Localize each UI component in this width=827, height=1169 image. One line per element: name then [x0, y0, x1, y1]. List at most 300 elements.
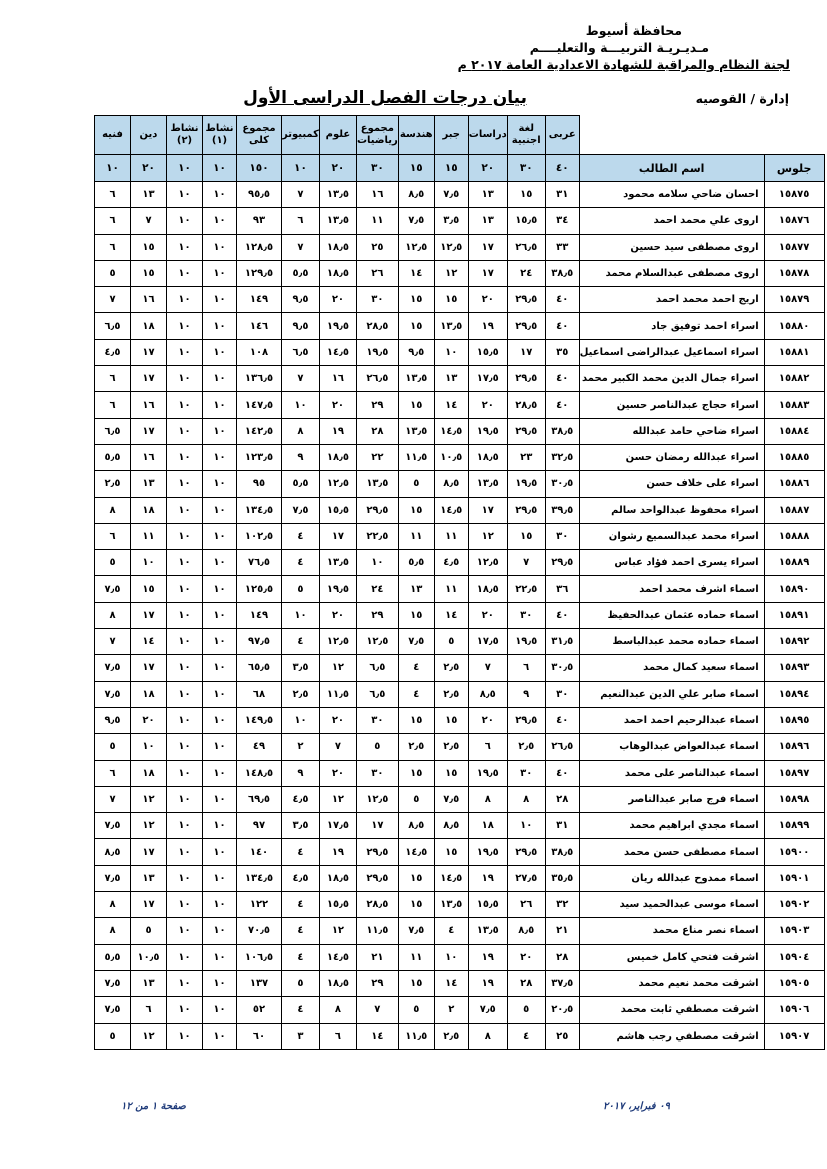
mark-cell: ١٠ — [203, 892, 237, 918]
mark-cell: ١٠ — [131, 550, 167, 576]
governorate-title: محافظة أسيوط — [585, 23, 682, 38]
mark-cell: ٢١ — [356, 944, 398, 970]
mark-cell: ٢ — [282, 734, 320, 760]
mark-cell: ٣٠ — [356, 287, 398, 313]
mark-cell: ٢٧٫٥ — [507, 865, 545, 891]
col-social-studies: دراسات — [468, 116, 507, 155]
mark-cell: ١٤٩ — [237, 287, 282, 313]
mark-cell: ١٩٫٥ — [507, 471, 545, 497]
mark-cell: ٤٠ — [545, 287, 579, 313]
col-math-total: مجموع رياضيات — [356, 116, 398, 155]
mark-cell: ١٧ — [131, 418, 167, 444]
seat-number: ١٥٨٨١ — [764, 339, 824, 365]
max-mark: ١٥ — [398, 155, 434, 182]
table-row — [95, 786, 825, 812]
mark-cell: ٦٥٫٥ — [237, 655, 282, 681]
mark-cell: ١٠ — [203, 655, 237, 681]
mark-cell: ١٥٫٥ — [468, 892, 507, 918]
mark-cell: ١٩٫٥ — [507, 629, 545, 655]
seat-number: ١٥٨٩٨ — [764, 786, 824, 812]
mark-cell: ٦ — [95, 366, 131, 392]
mark-cell: ٢٨٫٥ — [507, 392, 545, 418]
mark-cell: ١٠ — [167, 366, 203, 392]
mark-cell: ١٨ — [131, 497, 167, 523]
mark-cell: ٦٫٥ — [356, 681, 398, 707]
mark-cell: ٣٤ — [545, 208, 579, 234]
col-algebra: جبر — [434, 116, 468, 155]
mark-cell: ١٤٩ — [237, 602, 282, 628]
mark-cell: ١٨٫٥ — [319, 970, 356, 996]
mark-cell: ١٠ — [203, 918, 237, 944]
table-row — [95, 392, 825, 418]
mark-cell: ٢٠ — [319, 602, 356, 628]
mark-cell: ٥ — [131, 918, 167, 944]
mark-cell: ١٥ — [398, 707, 434, 733]
mark-cell: ١١ — [434, 576, 468, 602]
mark-cell: ٢٩٫٥ — [356, 865, 398, 891]
mark-cell: ١٢٣٫٥ — [237, 444, 282, 470]
mark-cell: ٢٨ — [507, 970, 545, 996]
mark-cell: ١٠ — [203, 471, 237, 497]
mark-cell: ١٠ — [282, 602, 320, 628]
table-row — [95, 523, 825, 549]
col-religion: دين — [131, 116, 167, 155]
mark-cell: ١٠ — [167, 313, 203, 339]
mark-cell: ٤٫٥ — [282, 786, 320, 812]
mark-cell: ١٤٫٥ — [319, 944, 356, 970]
mark-cell: ٧ — [282, 366, 320, 392]
mark-cell: ١٥٫٥ — [319, 892, 356, 918]
seat-number: ١٥٨٨٩ — [764, 550, 824, 576]
mark-cell: ١٣٫٥ — [356, 471, 398, 497]
mark-cell: ٩٣ — [237, 208, 282, 234]
mark-cell: ١٠ — [203, 576, 237, 602]
table-row — [95, 813, 825, 839]
mark-cell: ١٥ — [398, 865, 434, 891]
seat-number: ١٥٨٨٣ — [764, 392, 824, 418]
mark-cell: ٨٫٥ — [507, 918, 545, 944]
grades-body — [95, 182, 825, 1050]
mark-cell: ٢٨ — [356, 418, 398, 444]
mark-cell: ١٨ — [131, 760, 167, 786]
seat-number: ١٥٨٨٤ — [764, 418, 824, 444]
student-name: اسماء موسى عبدالحميد سيد — [579, 892, 764, 918]
mark-cell: ١٥ — [398, 892, 434, 918]
mark-cell: ٦٩٫٥ — [237, 786, 282, 812]
mark-cell: ١٠ — [203, 865, 237, 891]
mark-cell: ٢٠ — [468, 392, 507, 418]
mark-cell: ١٢٫٥ — [398, 234, 434, 260]
student-name: اسماء مجدي ابراهيم محمد — [579, 813, 764, 839]
mark-cell: ١٧ — [131, 339, 167, 365]
student-name: اسراء عبدالله رمضان حسن — [579, 444, 764, 470]
mark-cell: ٢٩ — [356, 392, 398, 418]
mark-cell: ١٩ — [468, 313, 507, 339]
student-name: اسماء حماده عثمان عبدالحفيظ — [579, 602, 764, 628]
mark-cell: ١٠ — [167, 839, 203, 865]
mark-cell: ١٠٢٫٥ — [237, 523, 282, 549]
mark-cell: ٤ — [282, 892, 320, 918]
mark-cell: ٧٫٥ — [95, 576, 131, 602]
mark-cell: ٥ — [398, 471, 434, 497]
mark-cell: ١٤ — [434, 970, 468, 996]
seat-number: ١٥٨٨٨ — [764, 523, 824, 549]
max-mark: ١٥ — [434, 155, 468, 182]
mark-cell: ١٠ — [167, 1023, 203, 1049]
mark-cell: ١٨ — [468, 813, 507, 839]
mark-cell: ٦ — [95, 182, 131, 208]
mark-cell: ٥٫٥ — [95, 444, 131, 470]
table-row — [95, 707, 825, 733]
student-name: اسماء عبدالرحيم احمد احمد — [579, 707, 764, 733]
mark-cell: ٣٠٫٥ — [545, 655, 579, 681]
table-row — [95, 1023, 825, 1049]
mark-cell: ١٠ — [167, 786, 203, 812]
student-name: اسماء ممدوح عبدالله ريان — [579, 865, 764, 891]
administration-label: إدارة / القوصيه — [695, 91, 789, 106]
mark-cell: ٢٣ — [507, 444, 545, 470]
mark-cell: ٢٩٫٥ — [507, 418, 545, 444]
mark-cell: ٧٫٥ — [95, 997, 131, 1023]
mark-cell: ٢٦ — [507, 892, 545, 918]
mark-cell: ١٠ — [203, 760, 237, 786]
mark-cell: ٧ — [95, 287, 131, 313]
mark-cell: ٦ — [95, 760, 131, 786]
mark-cell: ١٤٫٥ — [319, 339, 356, 365]
mark-cell: ١٢ — [319, 786, 356, 812]
table-row — [95, 497, 825, 523]
mark-cell: ١٠ — [167, 471, 203, 497]
mark-cell: ١٣٦٫٥ — [237, 366, 282, 392]
mark-cell: ١٣ — [398, 576, 434, 602]
subject-header-row — [95, 116, 825, 155]
mark-cell: ٤٠ — [545, 707, 579, 733]
student-name: اسماء عبدالناصر على محمد — [579, 760, 764, 786]
mark-cell: ٦ — [319, 1023, 356, 1049]
mark-cell: ١٥ — [507, 523, 545, 549]
mark-cell: ٢٫٥ — [398, 734, 434, 760]
mark-cell: ١٠ — [203, 813, 237, 839]
mark-cell: ٤ — [282, 944, 320, 970]
mark-cell: ١٨٫٥ — [319, 865, 356, 891]
mark-cell: ١٧ — [468, 260, 507, 286]
mark-cell: ٢٠ — [319, 392, 356, 418]
max-mark: ٤٠ — [545, 155, 579, 182]
mark-cell: ١٠ — [203, 208, 237, 234]
mark-cell: ١١ — [434, 523, 468, 549]
mark-cell: ٤٫٥ — [95, 339, 131, 365]
student-name: احسان ضاحي سلامه محمود — [579, 182, 764, 208]
table-row — [95, 208, 825, 234]
seat-number: ١٥٨٧٥ — [764, 182, 824, 208]
table-row — [95, 944, 825, 970]
max-mark: ١٠ — [203, 155, 237, 182]
mark-cell: ٦ — [131, 997, 167, 1023]
mark-cell: ١٢٫٥ — [356, 629, 398, 655]
mark-cell: ٩٧ — [237, 813, 282, 839]
student-name: اشرقت فتحي كامل خميس — [579, 944, 764, 970]
seat-number: ١٥٩٠٢ — [764, 892, 824, 918]
student-name: اسماء اشرف محمد احمد — [579, 576, 764, 602]
mark-cell: ٨ — [95, 602, 131, 628]
table-row — [95, 629, 825, 655]
mark-cell: ١٠ — [167, 865, 203, 891]
mark-cell: ٧٫٥ — [95, 681, 131, 707]
mark-cell: ١٥ — [131, 234, 167, 260]
mark-cell: ١٠ — [167, 602, 203, 628]
mark-cell: ١٣٤٫٥ — [237, 497, 282, 523]
mark-cell: ٢٥ — [545, 1023, 579, 1049]
table-row — [95, 918, 825, 944]
student-name: اسراء محمد عبدالسميع رشوان — [579, 523, 764, 549]
mark-cell: ١٠ — [203, 602, 237, 628]
mark-cell: ١٩٫٥ — [356, 339, 398, 365]
mark-cell: ١٠ — [167, 208, 203, 234]
mark-cell: ١٧ — [507, 339, 545, 365]
student-name: اسراء حجاج عبدالناصر حسين — [579, 392, 764, 418]
student-name: اسراء يسرى احمد فؤاد عباس — [579, 550, 764, 576]
seat-number: ١٥٨٧٩ — [764, 287, 824, 313]
mark-cell: ١٥ — [507, 182, 545, 208]
mark-cell: ١٠ — [167, 182, 203, 208]
mark-cell: ١٤٨٫٥ — [237, 760, 282, 786]
mark-cell: ١٢ — [131, 786, 167, 812]
mark-cell: ٣٨٫٥ — [545, 260, 579, 286]
mark-cell: ١٠٦٫٥ — [237, 944, 282, 970]
col-student-name: اسم الطالب — [579, 155, 764, 182]
max-mark: ١٥٠ — [237, 155, 282, 182]
mark-cell: ٤ — [282, 523, 320, 549]
mark-cell: ٢٤ — [356, 576, 398, 602]
table-row — [95, 182, 825, 208]
mark-cell: ١٨٫٥ — [319, 260, 356, 286]
mark-cell: ١٣٫٥ — [434, 892, 468, 918]
mark-cell: ٦٫٥ — [356, 655, 398, 681]
mark-cell: ١٦ — [319, 366, 356, 392]
mark-cell: ١٧ — [356, 813, 398, 839]
mark-cell: ١٢٫٥ — [356, 786, 398, 812]
mark-cell: ١٢ — [319, 918, 356, 944]
grades-table — [94, 115, 825, 1050]
mark-cell: ١٣ — [131, 182, 167, 208]
max-mark: ٢٠ — [319, 155, 356, 182]
mark-cell: ٥ — [95, 260, 131, 286]
mark-cell: ١٣٤٫٥ — [237, 865, 282, 891]
mark-cell: ٢٠ — [319, 287, 356, 313]
mark-cell: ١٥ — [434, 707, 468, 733]
mark-cell: ٥ — [507, 997, 545, 1023]
mark-cell: ٨ — [95, 918, 131, 944]
mark-cell: ١٢٩٫٥ — [237, 260, 282, 286]
mark-cell: ٩ — [282, 760, 320, 786]
mark-cell: ١٠ — [167, 287, 203, 313]
mark-cell: ١٢٥٫٥ — [237, 576, 282, 602]
directorate-title: مـديـريـة التربيـــة والتعليــــم — [529, 40, 709, 55]
seat-number: ١٥٩٠١ — [764, 865, 824, 891]
mark-cell: ٣١ — [545, 182, 579, 208]
mark-cell: ١٢٢ — [237, 892, 282, 918]
mark-cell: ٢٨٫٥ — [356, 313, 398, 339]
mark-cell: ٢٢ — [356, 444, 398, 470]
col-foreign-language: لغة اجنبية — [507, 116, 545, 155]
mark-cell: ١٩٫٥ — [468, 760, 507, 786]
mark-cell: ١٣٫٥ — [319, 550, 356, 576]
mark-cell: ٧٫٥ — [95, 655, 131, 681]
mark-cell: ١٦ — [131, 392, 167, 418]
seat-number: ١٥٩٠٥ — [764, 970, 824, 996]
student-name: اسماء مصطفى حسن محمد — [579, 839, 764, 865]
mark-cell: ٦٫٥ — [282, 339, 320, 365]
mark-cell: ١٤٧٫٥ — [237, 392, 282, 418]
table-row — [95, 734, 825, 760]
seat-number: ١٥٩٠٤ — [764, 944, 824, 970]
mark-cell: ٩٥٫٥ — [237, 182, 282, 208]
mark-cell: ١٩ — [319, 839, 356, 865]
mark-cell: ٢٠ — [319, 707, 356, 733]
footer-page-number: صفحة ١ من ١٢ — [121, 1101, 186, 1112]
mark-cell: ١٧ — [131, 655, 167, 681]
student-name: اسراء جمال الدين محمد الكبير محمد — [579, 366, 764, 392]
mark-cell: ١٠ — [203, 734, 237, 760]
mark-cell: ٢٩٫٥ — [507, 366, 545, 392]
max-mark: ٣٠ — [507, 155, 545, 182]
report-title: بيان درجات الفصل الدراسى الأول — [243, 88, 527, 108]
mark-cell: ١٠ — [203, 366, 237, 392]
mark-cell: ١٣ — [131, 970, 167, 996]
mark-cell: ٤٠ — [545, 392, 579, 418]
mark-cell: ١٠ — [203, 182, 237, 208]
mark-cell: ٧ — [468, 655, 507, 681]
mark-cell: ٤ — [507, 1023, 545, 1049]
mark-cell: ١٠ — [131, 734, 167, 760]
mark-cell: ٣٢٫٥ — [545, 444, 579, 470]
mark-cell: ٢٦٫٥ — [356, 366, 398, 392]
mark-cell: ١٢ — [131, 813, 167, 839]
mark-cell: ١٣ — [131, 865, 167, 891]
mark-cell: ٩ — [507, 681, 545, 707]
mark-cell: ٨ — [95, 497, 131, 523]
mark-cell: ١٠ — [356, 550, 398, 576]
mark-cell: ١٥٫٥ — [468, 339, 507, 365]
mark-cell: ٢٩ — [356, 970, 398, 996]
max-mark: ٣٠ — [356, 155, 398, 182]
seat-number: ١٥٨٨٢ — [764, 366, 824, 392]
footer-date: ٠٩ فبراير، ٢٠١٧ — [603, 1101, 670, 1112]
mark-cell: ٦٫٥ — [95, 418, 131, 444]
table-row — [95, 997, 825, 1023]
mark-cell: ٣٠ — [545, 681, 579, 707]
seat-number: ١٥٨٨٥ — [764, 444, 824, 470]
mark-cell: ١٠ — [167, 260, 203, 286]
mark-cell: ٣٧٫٥ — [545, 970, 579, 996]
mark-cell: ٧ — [95, 629, 131, 655]
mark-cell: ١٠ — [167, 944, 203, 970]
mark-cell: ١٢٫٥ — [468, 550, 507, 576]
mark-cell: ١٥ — [398, 287, 434, 313]
mark-cell: ٢٠ — [468, 287, 507, 313]
mark-cell: ١٧٫٥ — [468, 629, 507, 655]
mark-cell: ١٠ — [203, 839, 237, 865]
seat-number: ١٥٩٠٠ — [764, 839, 824, 865]
mark-cell: ١٦ — [356, 182, 398, 208]
mark-cell: ٦ — [95, 234, 131, 260]
mark-cell: ١٧ — [131, 839, 167, 865]
mark-cell: ١٠ — [167, 523, 203, 549]
seat-number: ١٥٨٩٣ — [764, 655, 824, 681]
mark-cell: ١٤ — [434, 602, 468, 628]
mark-cell: ٥ — [95, 734, 131, 760]
seat-number: ١٥٨٧٨ — [764, 260, 824, 286]
mark-cell: ١٠ — [282, 707, 320, 733]
mark-cell: ١٣٫٥ — [398, 418, 434, 444]
mark-cell: ١٠ — [167, 813, 203, 839]
mark-cell: ١٨ — [131, 681, 167, 707]
student-name: اروى مصطفى سيد حسين — [579, 234, 764, 260]
mark-cell: ٢٫٥ — [434, 734, 468, 760]
mark-cell: ١٩ — [468, 865, 507, 891]
mark-cell: ١٣ — [434, 366, 468, 392]
seat-number: ١٥٨٩١ — [764, 602, 824, 628]
table-row — [95, 892, 825, 918]
mark-cell: ١٥ — [398, 497, 434, 523]
mark-cell: ٨ — [282, 418, 320, 444]
mark-cell: ٧٫٥ — [398, 918, 434, 944]
mark-cell: ٦ — [468, 734, 507, 760]
col-science: علوم — [319, 116, 356, 155]
mark-cell: ٦٠ — [237, 1023, 282, 1049]
mark-cell: ١٠ — [203, 523, 237, 549]
student-name: اشرقت مصطفي ثابت محمد — [579, 997, 764, 1023]
table-row — [95, 313, 825, 339]
mark-cell: ٧٫٥ — [398, 208, 434, 234]
mark-cell: ٧ — [356, 997, 398, 1023]
mark-cell: ١٠ — [203, 970, 237, 996]
mark-cell: ١٠ — [167, 444, 203, 470]
mark-cell: ١٤٫٥ — [434, 865, 468, 891]
mark-cell: ٦ — [507, 655, 545, 681]
mark-cell: ٨ — [468, 1023, 507, 1049]
mark-cell: ١٠ — [203, 997, 237, 1023]
mark-cell: ١٥ — [398, 602, 434, 628]
mark-cell: ١٠ — [203, 497, 237, 523]
mark-cell: ٨٫٥ — [434, 813, 468, 839]
mark-cell: ٩٥ — [237, 471, 282, 497]
mark-cell: ٩٫٥ — [95, 707, 131, 733]
col-arabic: عربى — [545, 116, 579, 155]
seat-number: ١٥٨٧٧ — [764, 234, 824, 260]
mark-cell: ٤ — [398, 681, 434, 707]
mark-cell: ١٣٫٥ — [468, 471, 507, 497]
mark-cell: ١٥٫٥ — [507, 208, 545, 234]
mark-cell: ١١٫٥ — [356, 918, 398, 944]
mark-cell: ٨٫٥ — [398, 182, 434, 208]
col-seat: جلوس — [764, 155, 824, 182]
mark-cell: ١٤٦ — [237, 313, 282, 339]
mark-cell: ٢٩٫٥ — [507, 313, 545, 339]
mark-cell: ١٤٠ — [237, 839, 282, 865]
table-row — [95, 681, 825, 707]
mark-cell: ٣٠ — [356, 760, 398, 786]
table-row — [95, 576, 825, 602]
mark-cell: ١٠٫٥ — [131, 944, 167, 970]
student-name: اروى علي محمد احمد — [579, 208, 764, 234]
mark-cell: ١٠٫٥ — [434, 444, 468, 470]
mark-cell: ١٣٫٥ — [398, 366, 434, 392]
mark-cell: ٨٫٥ — [95, 839, 131, 865]
mark-cell: ١٣٫٥ — [319, 182, 356, 208]
mark-cell: ٢٠٫٥ — [545, 997, 579, 1023]
mark-cell: ٣٠٫٥ — [545, 471, 579, 497]
